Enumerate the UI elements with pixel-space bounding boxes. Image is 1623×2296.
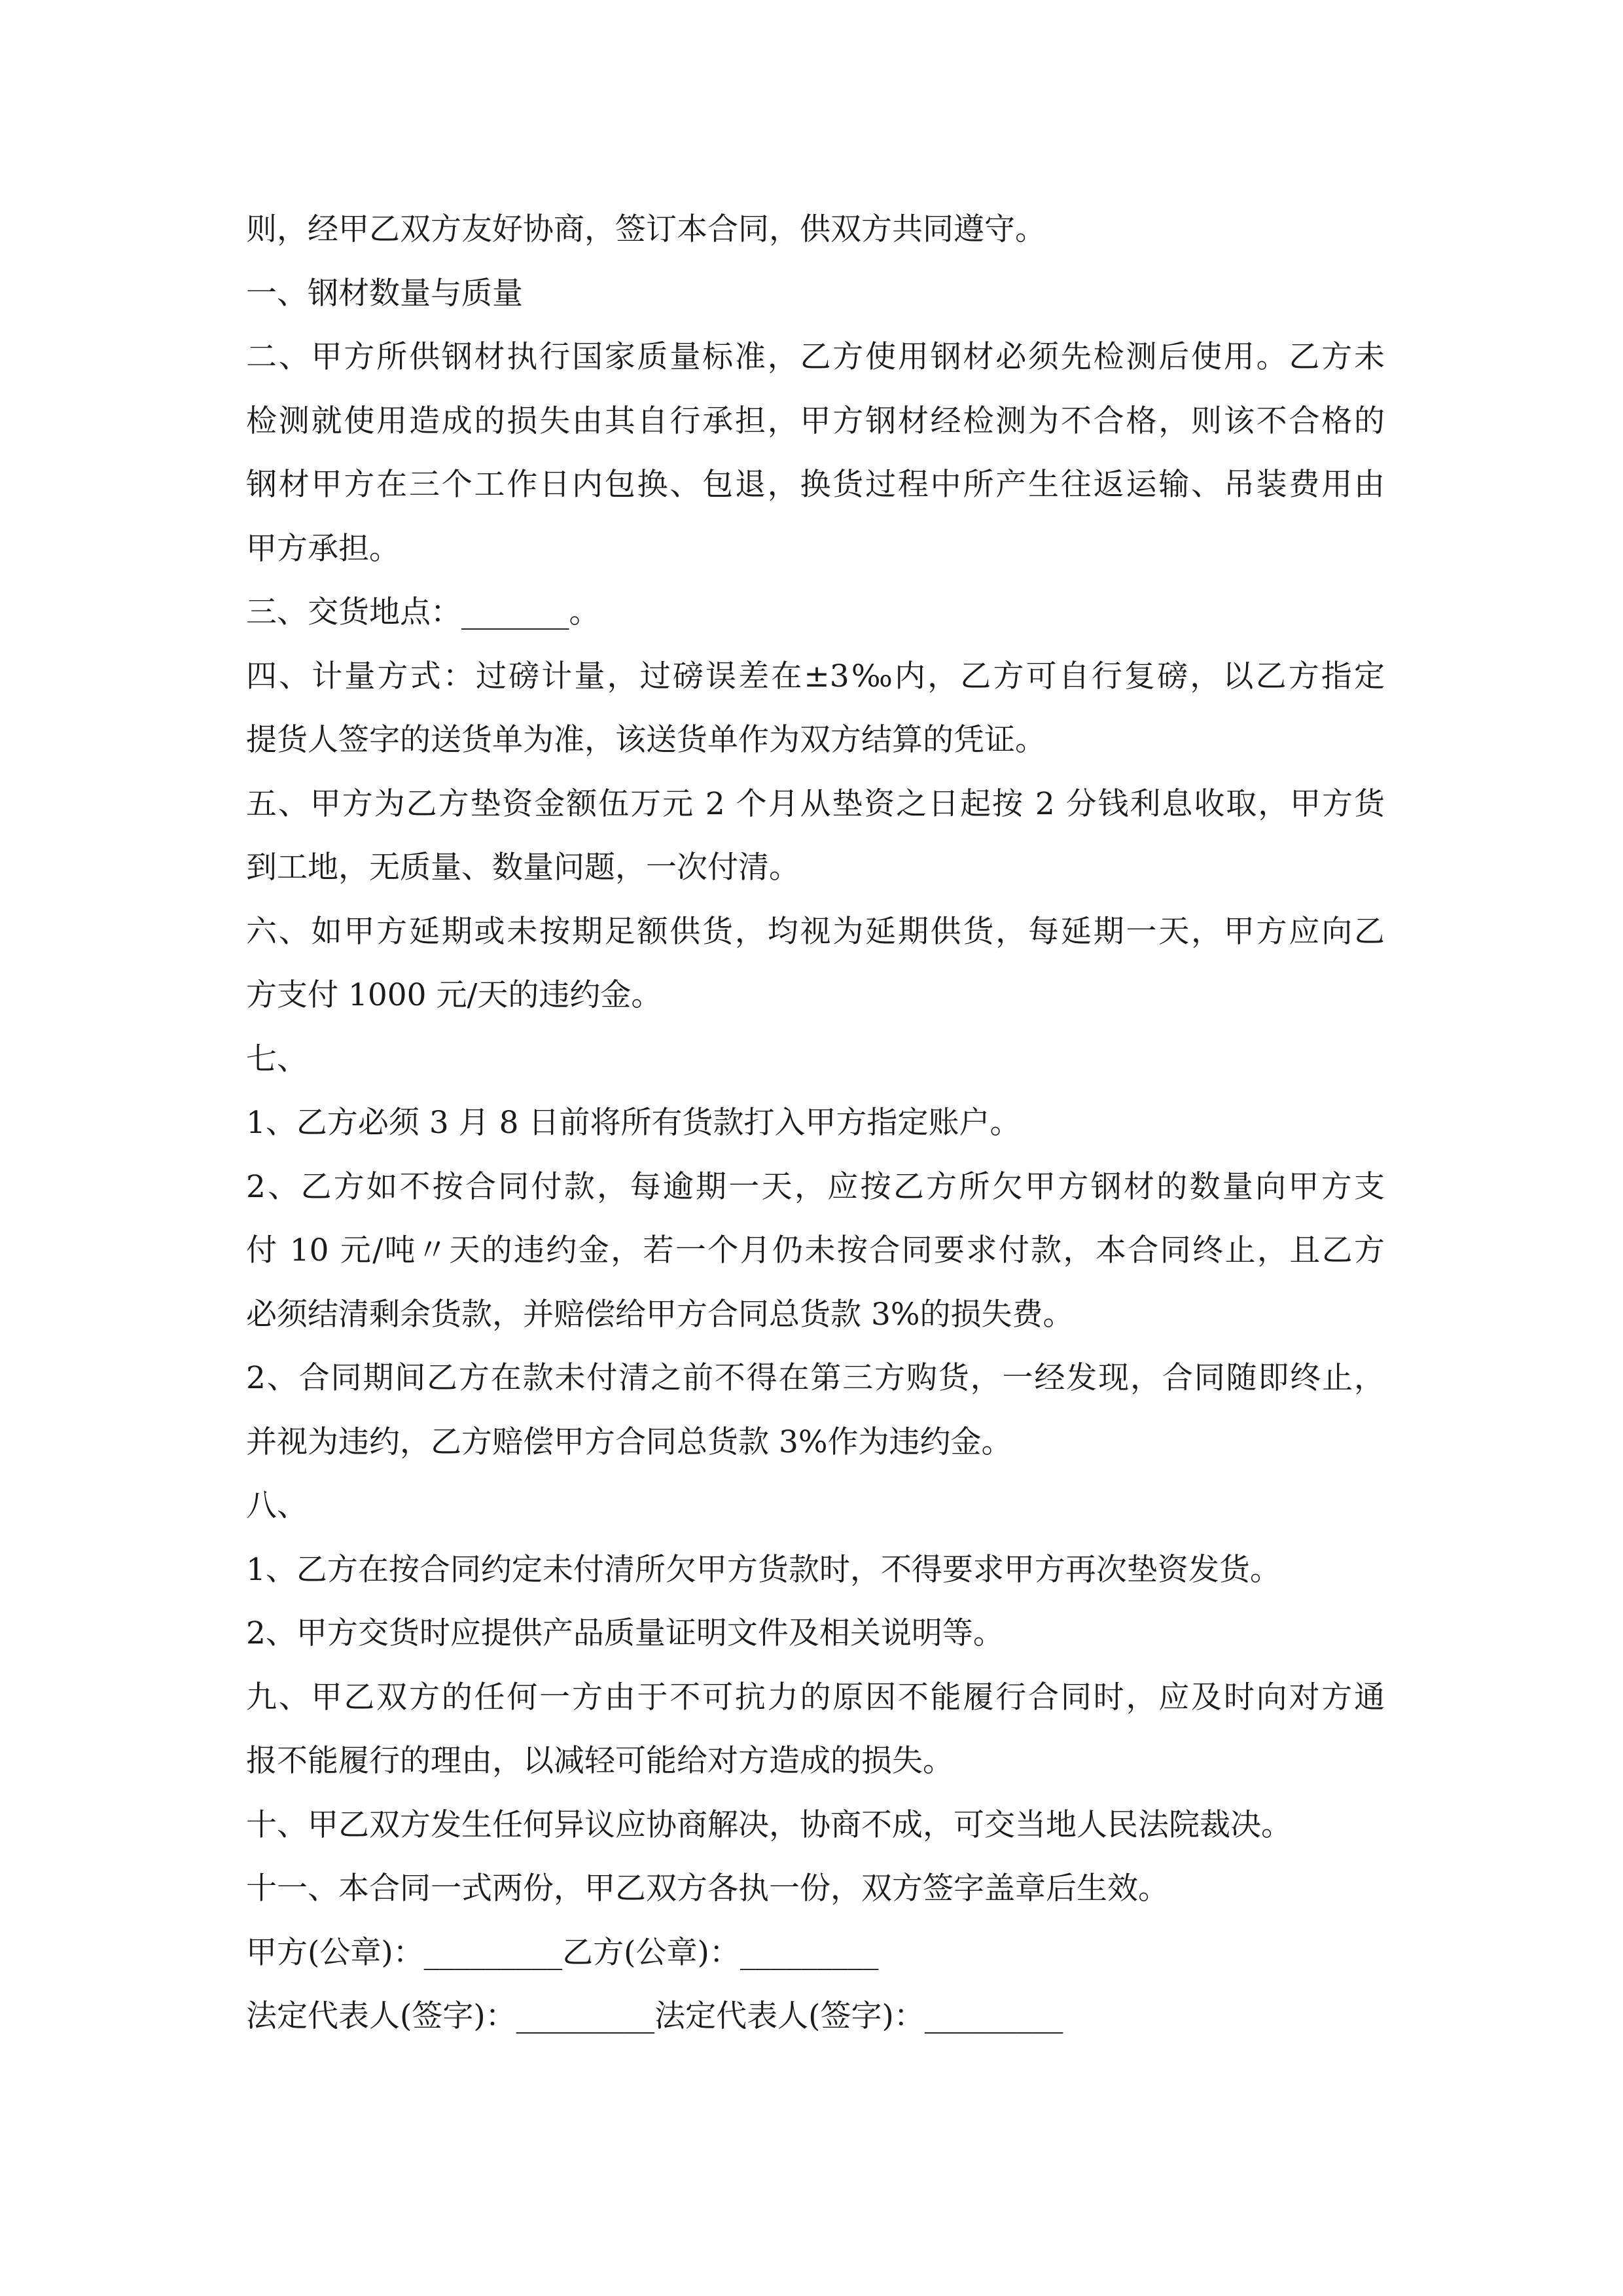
- text-line: 2、合同期间乙方在款未付清之前不得在第三方购货，一经发现，合同随即终止，: [246, 1360, 1385, 1396]
- text-line: 方支付 1000 元/天的违约金。: [246, 977, 662, 1013]
- text-line: 五、甲方为乙方垫资金额伍万元 2 个月从垫资之日起按 2 分钱利息收取，甲方货: [246, 785, 1385, 822]
- text-line: 则，经甲乙双方友好协商，签订本合同，供双方共同遵守。: [246, 211, 1046, 247]
- text-line: 并视为违约，乙方赔偿甲方合同总货款 3%作为违约金。: [246, 1424, 1012, 1460]
- signature-line-seal: 甲方(公章)：_________乙方(公章)：_________: [246, 1934, 879, 1971]
- text-line: 2、甲方交货时应提供产品质量证明文件及相关说明等。: [246, 1615, 1004, 1651]
- text-line: 必须结清剩余货款，并赔偿给甲方合同总货款 3%的损失费。: [246, 1296, 1074, 1333]
- section-heading: 八、: [246, 1488, 308, 1524]
- text-line: 1、乙方必须 3 月 8 日前将所有货款打入甲方指定账户。: [246, 1105, 1021, 1141]
- text-line: 六、如甲方延期或未按期足额供货，均视为延期供货，每延期一天，甲方应向乙: [246, 913, 1385, 950]
- text-line: 付 10 元/吨〃天的违约金，若一个月仍未按合同要求付款，本合同终止，且乙方: [246, 1232, 1385, 1268]
- text-line: 三、交货地点：_______。: [246, 594, 600, 630]
- text-line: 甲方承担。: [246, 530, 400, 567]
- text-line: 1、乙方在按合同约定未付清所欠甲方货款时，不得要求甲方再次垫资发货。: [246, 1551, 1281, 1588]
- text-line: 2、乙方如不按合同付款，每逾期一天，应按乙方所欠甲方钢材的数量向甲方支: [246, 1168, 1385, 1205]
- contract-body: [246, 198, 1385, 2049]
- text-line: 钢材甲方在三个工作日内包换、包退，换货过程中所产生往返运输、吊装费用由: [246, 467, 1385, 503]
- section-heading: 七、: [246, 1041, 308, 1077]
- text-line: 提货人签字的送货单为准，该送货单作为双方结算的凭证。: [246, 722, 1046, 758]
- text-line: 九、甲乙双方的任何一方由于不可抗力的原因不能履行合同时，应及时向对方通: [246, 1679, 1385, 1715]
- text-line: 十、甲乙双方发生任何异议应协商解决，协商不成，可交当地人民法院裁决。: [246, 1806, 1292, 1843]
- text-line: 检测就使用造成的损失由其自行承担，甲方钢材经检测为不合格，则该不合格的: [246, 403, 1385, 439]
- text-line: 四、计量方式：过磅计量，过磅误差在±3‰内，乙方可自行复磅，以乙方指定: [246, 658, 1385, 694]
- text-line: 到工地，无质量、数量问题，一次付清。: [246, 850, 800, 886]
- signature-line-representative: 法定代表人(签字)：_________法定代表人(签字)：_________: [246, 1998, 1063, 2034]
- text-line: 十一、本合同一式两份，甲乙双方各执一份，双方签字盖章后生效。: [246, 1871, 1169, 1907]
- text-line: 二、甲方所供钢材执行国家质量标准，乙方使用钢材必须先检测后使用。乙方未: [246, 339, 1385, 375]
- section-heading: 一、钢材数量与质量: [246, 275, 523, 312]
- text-line: 报不能履行的理由，以减轻可能给对方造成的损失。: [246, 1743, 954, 1779]
